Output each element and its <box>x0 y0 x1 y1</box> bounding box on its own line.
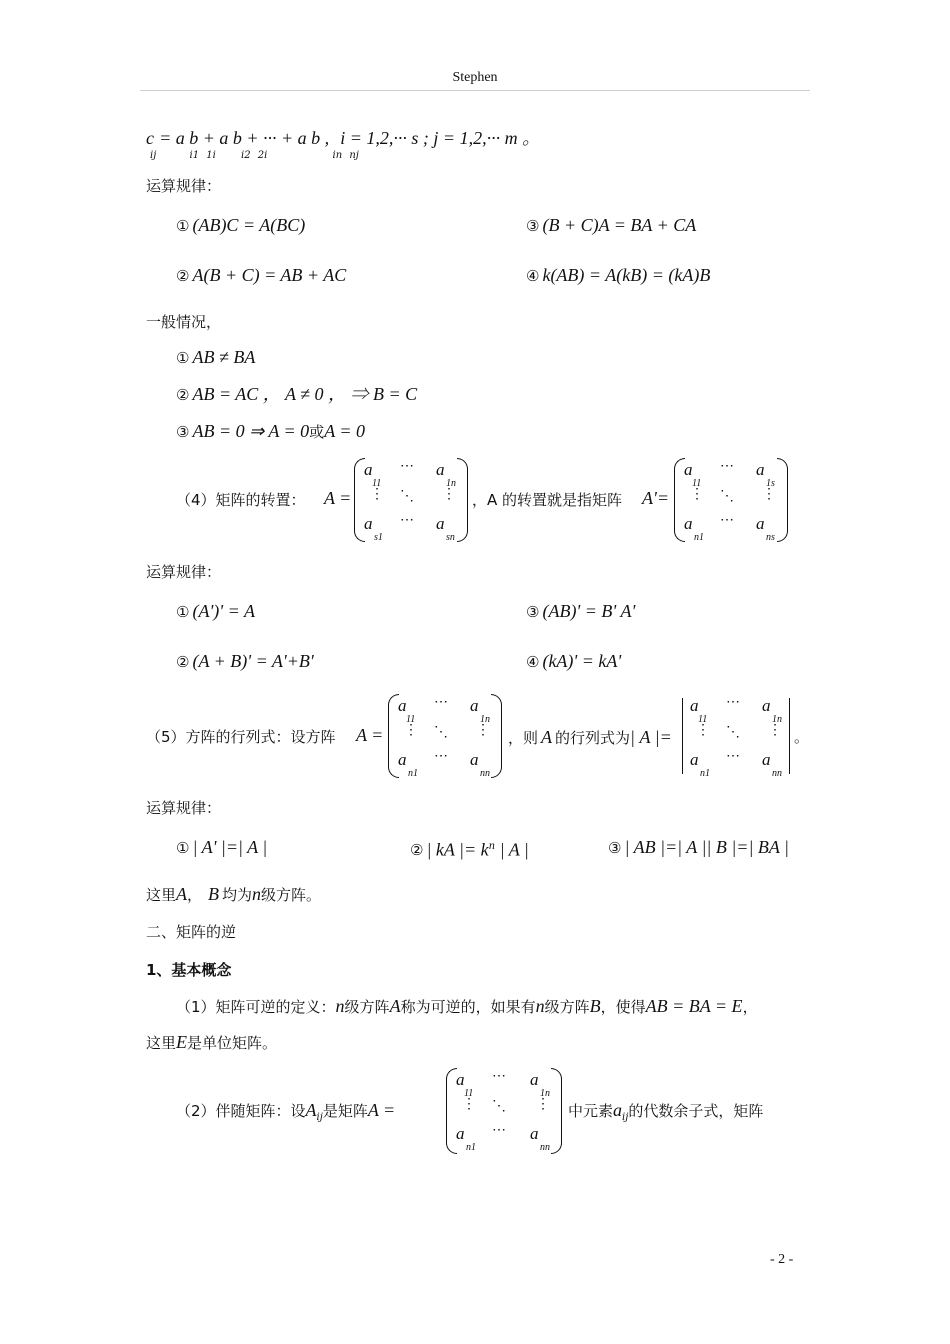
mult-rule-2: ② A(B + C) = AB + AC <box>176 265 347 285</box>
transpose-rule-3: ③ (AB)' = B' A' <box>526 601 636 621</box>
section-2-1-heading: 1、基本概念 <box>146 961 232 979</box>
transpose-lhs: A = <box>324 488 352 508</box>
det-rule-2: ② | kA |= $k^n$ | A | <box>410 839 529 860</box>
determinant-lhs: A = <box>356 725 384 745</box>
mult-rule-4: ④ k(AB) = A(kB) = (kA)B <box>526 265 711 285</box>
page-header-author: Stephen <box>452 70 498 85</box>
determinant-matrix: a 11 ⋯ a 1n ⋮ ⋱ ⋮ a n1 ⋯ a nn <box>388 694 502 778</box>
transpose-rule-1: ① (A')' = A <box>176 601 255 621</box>
transpose-matrix-a-prime: a 11 ⋯ a 1s ⋮ ⋱ ⋮ a n1 ⋯ a ns <box>674 458 788 542</box>
formula-c-rhs: = a b + a b + ··· + a b , <box>159 128 330 148</box>
determinant-label: （5）方阵的行列式：设方阵 <box>146 728 336 746</box>
sub-nj: nj <box>349 150 359 161</box>
adjoint-line: （2）伴随矩阵：设$A_{ij}$是矩阵A = <box>176 1100 396 1124</box>
sub-2i: 2i <box>257 150 268 161</box>
general-label: 一般情况， <box>146 313 222 331</box>
rules-label-2: 运算规律： <box>146 563 222 581</box>
formula-c-lhs: c <box>146 128 154 148</box>
sub-ij: ij <box>150 150 157 161</box>
transpose-matrix-a: a 11 ⋯ a 1n ⋮ ⋱ ⋮ a s1 ⋯ a sn <box>354 458 468 542</box>
formula-c-indices: i = 1,2,··· s ; j = 1,2,··· m 。 <box>340 128 541 148</box>
page-number: - 2 - <box>770 1252 794 1267</box>
adjoint-matrix: a 11 ⋯ a 1n ⋮ ⋱ ⋮ a n1 ⋯ a nn <box>446 1068 562 1154</box>
general-3: ③ AB = 0 ⇒ A = 0或A = 0 <box>176 421 366 441</box>
section-2-heading: 二、矩阵的逆 <box>146 923 237 941</box>
determinant-det: a 11 ⋯ a 1n ⋮ ⋱ ⋮ a n1 ⋯ a nn <box>680 694 792 778</box>
sub-in: in <box>332 150 343 161</box>
transpose-label: （4）矩阵的转置： <box>176 491 306 509</box>
sub-i2: i2 <box>241 150 251 161</box>
det-rule-3: ③ | AB |=| A || B |=| BA | <box>608 837 790 857</box>
here-line: 这里A， B 均为n级方阵。 <box>146 884 322 904</box>
transpose-mid: ，A 的转置就是指矩阵 <box>472 491 623 509</box>
inverse-definition-line2: 这里E是单位矩阵。 <box>146 1032 278 1052</box>
rules-label-3: 运算规律： <box>146 799 222 817</box>
inverse-definition-line1: （1）矩阵可逆的定义：n级方阵A称为可逆的，如果有n级方阵B，使得AB = BA = E， <box>176 996 758 1016</box>
mult-rule-1: ① (AB)C = A(BC) <box>176 215 306 235</box>
transpose-rule-2: ② (A + B)' = A'+B' <box>176 651 314 671</box>
rules-label-1: 运算规律： <box>146 177 222 195</box>
general-2: ② AB = AC ， A ≠ 0 ， ⇒ B = C <box>176 384 418 404</box>
transpose-rhs: A'= <box>642 488 669 508</box>
general-1: ① AB ≠ BA <box>176 347 256 367</box>
formula-c-subscripts <box>150 144 359 168</box>
determinant-mid: ，则 A 的行列式为| A |= <box>508 727 672 747</box>
det-rule-1: ① | A' |=| A | <box>176 837 268 857</box>
header-rule <box>140 90 810 91</box>
determinant-end: 。 <box>794 728 810 746</box>
transpose-rule-4: ④ (kA)' = kA' <box>526 651 622 671</box>
sub-1i: 1i <box>206 150 216 161</box>
mult-rule-3: ③ (B + C)A = BA + CA <box>526 215 697 235</box>
sub-i1: i1 <box>189 150 200 161</box>
adjoint-line-end: 中元素$a_{ij}$的代数余子式，矩阵 <box>568 1100 764 1124</box>
